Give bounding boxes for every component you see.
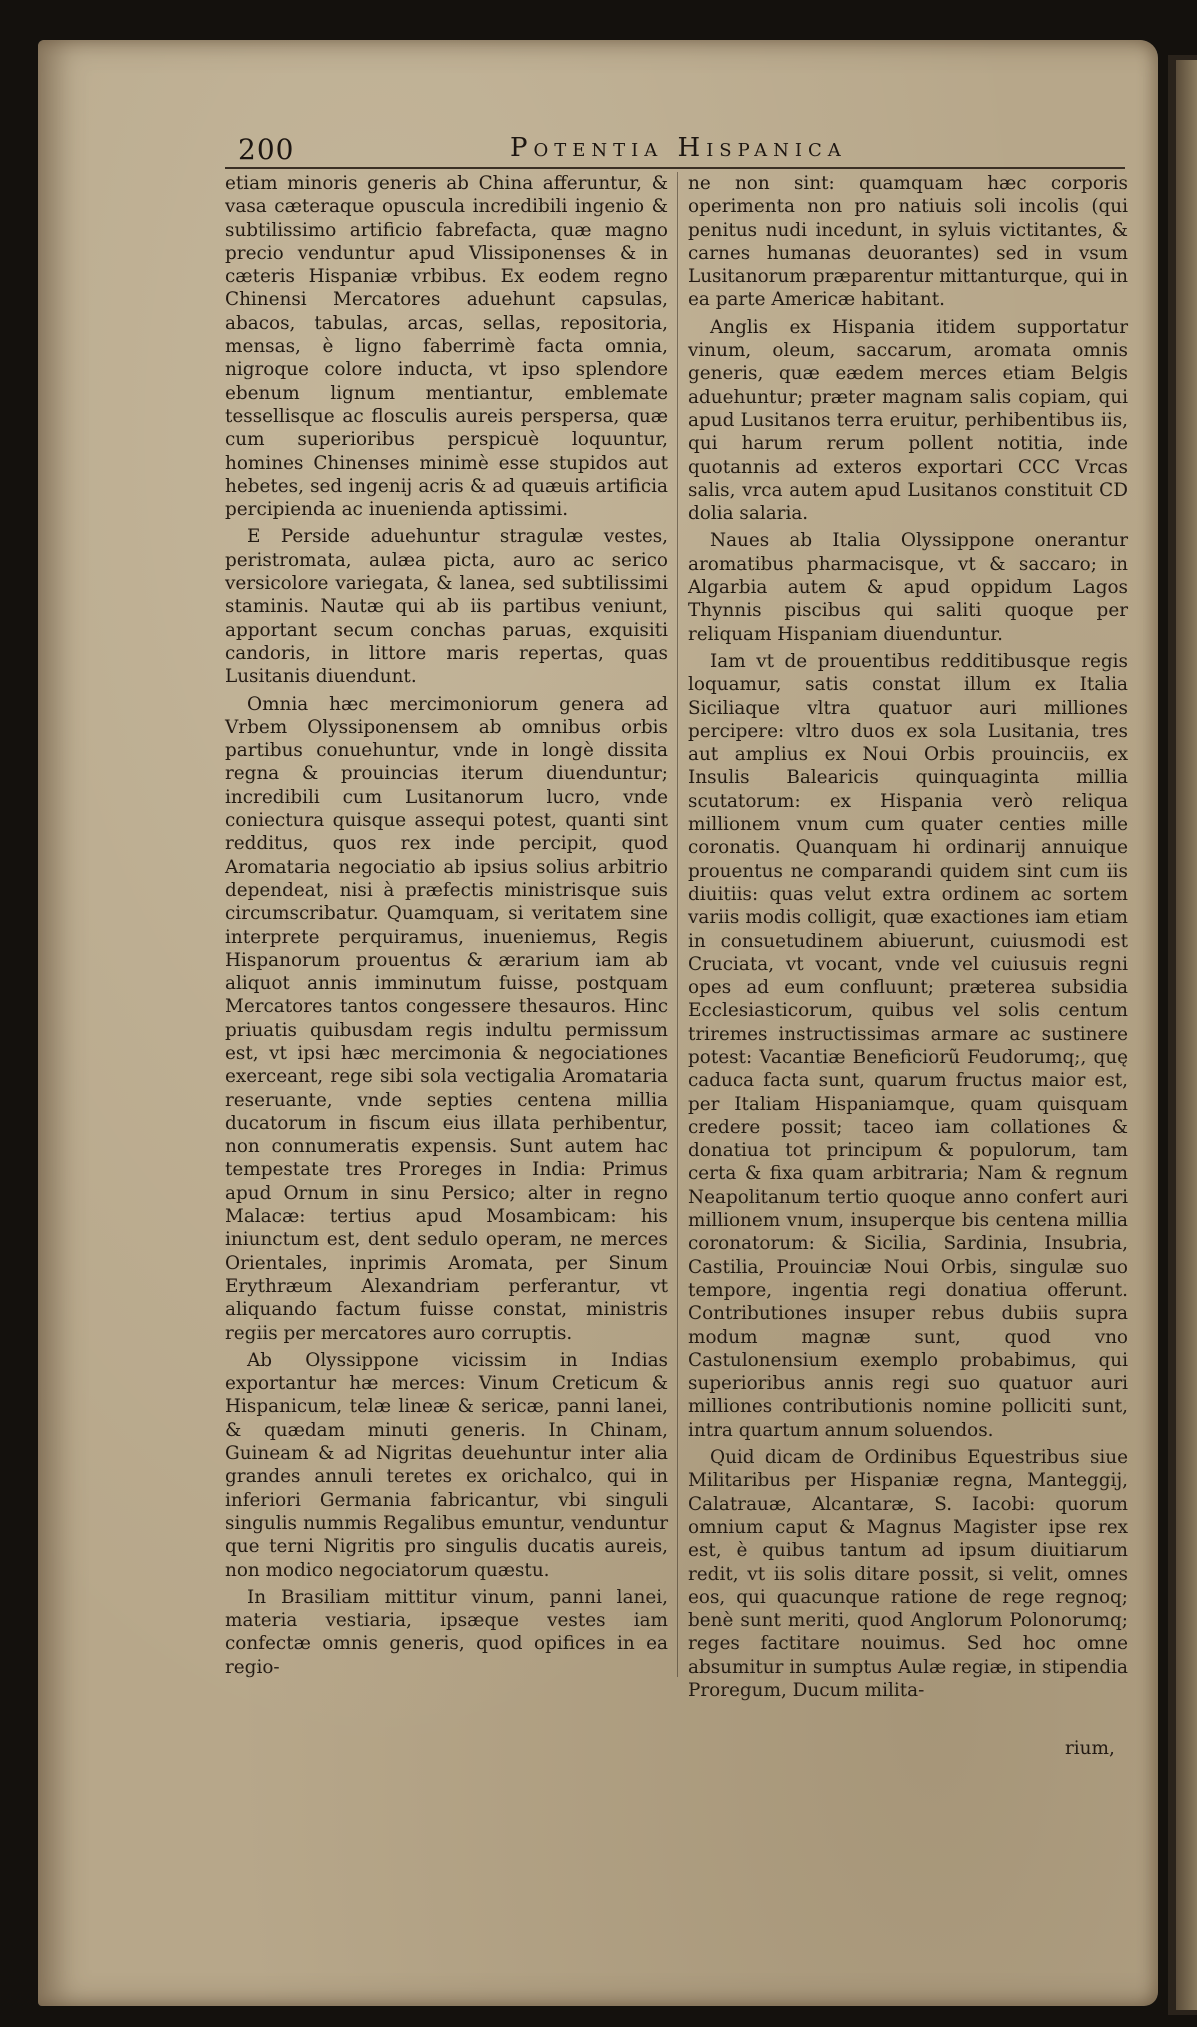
page-number: 200	[238, 133, 295, 166]
column-divider	[677, 172, 678, 1677]
right-column	[688, 172, 1128, 1706]
paragraph: Anglis ex Hispania itidem supportatur vinum, oleum, saccarum, aromata omnis generis, quæ eædem merces etiam Belgis aduehuntur; præter magnam salis copiam, qui apud Lusitanos terra eruitur, perhibentibus iis, qui harum rerum pollent notitia, inde quotannis ad exteros exportari CCC Vrcas salis, vrca autem apud Lusitanos constituit CD dolia salaria.	[688, 316, 1128, 525]
paragraph: Naues ab Italia Olyssippone onerantur aromatibus pharmacisque, vt & saccaro; in Algarbia autem & apud oppidum Lagos Thynnis piscibus qui saliti quoque per reliquam Hispaniam diuenduntur.	[688, 530, 1128, 645]
paragraph: In Brasiliam mittitur vinum, panni lanei, materia vestiaria, ipsæque vestes iam confectæ omnis generis, quod opifices in ea regio-	[225, 1586, 668, 1678]
paragraph: Quid dicam de Ordinibus Equestribus siue Militaribus per Hispaniæ regna, Manteggij, Calatrauæ, Alcantaræ, S. Iacobi: quorum omnium caput & Magnus Magister ipse rex est, è quibus tantum ad ipsum diuitiarum redit, vt iis solis ditare possit, si velit, omnes eos, qui quacunque ratione de rege regnoq; benè sunt meriti, quod Anglorum Polonorumq; reges factitare nouimus. Sed hoc omne absumitur in sumptus Aulæ regiæ, in stipendia Proregum, Ducum milita-	[688, 1447, 1128, 1701]
paragraph: Iam vt de prouentibus redditibusque regis loquamur, satis constat illum ex Italia Siciliaque vltra quatuor auri milliones percipere: vltro duos ex sola Lusitania, tres aut amplius ex Noui Orbis prouinciis, ex Insulis Balearicis quinquaginta millia scutatorum: ex Hispania verò reliqua millionem vnum cum quater centies mille coronatis. Quanquam hi ordinarij annuique prouentus ne comparandi quidem sint cum iis diuitiis: quas velut extra ordinem ac sortem variis modis colligit, quæ exactiones iam etiam in consuetudinem abiuerunt, cuiusmodi est Cruciata, vt vocant, vnde vel cuiusuis regni opes ad eum confluunt; præterea subsidia Ecclesiasticorum, quibus vel solis centum triremes instructissimas armare ac sustinere potest: Vacantiæ Beneficiorũ Feudorumq;, quę caduca facta sunt, quarum fructus maior est, per Italiam Hispaniamque, quam quisquam credere possit; taceo iam collationes & donatiua tot principum & populorum, tam certa & fixa quam arbitraria; Nam & regnum Neapolitanum tertio quoque anno confert auri millionem vnum, insuperque bis centena millia coronatorum: & Sicilia, Sardinia, Insubria, Castilia, Prouinciæ Noui Orbis, singulæ suo tempore, ingentia regi donatiua offerunt. Contributiones insuper rebus dubiis supra modum magnæ sunt, quod vno Castulonensium exemplo probabimus, qui superioribus annis regi suo quatuor auri milliones contributionis nomine polliciti sunt, intra quartum annum soluendos.	[688, 650, 1128, 1441]
paragraph: ne non sint: quamquam hæc corporis operimenta non pro natiuis soli incolis (qui penitus nudi incedunt, in syluis victitantes, & carnes humanas deuorantes) sed in vsum Lusitanorum præparentur mittanturque, qui in ea parte Americæ habitant.	[688, 173, 1128, 311]
paragraph: Ab Olyssippone vicissim in Indias exportantur hæ merces: Vinum Creticum & Hispanicum, telæ lineæ & sericæ, panni lanei, & quædam minuti generis. In Chinam, Guineam & ad Nigritas deuehuntur inter alia grandes annuli teretes ex orichalco, qui in inferiori Germania fabricantur, vbi singuli singulis nummis Regalibus emuntur, venduntur que terni Nigritis pro singulis ducatis aureis, non modico negociatorum quæstu.	[225, 1349, 668, 1581]
facing-page-sliver	[1176, 60, 1197, 2010]
left-column	[225, 172, 668, 1683]
paragraph: E Perside aduehuntur stragulæ vestes, peristromata, aulæa picta, auro ac serico versicolore variegata, & lanea, sed subtilissimi staminis. Nautæ qui ab iis partibus veniunt, apportant secum conchas paruas, exquisiti candoris, in littore maris repertas, quas Lusitanis diuendunt.	[225, 526, 668, 688]
paragraph: Omnia hæc mercimoniorum genera ad Vrbem Olyssiponensem ab omnibus orbis partibus conuehuntur, vnde in longè dissita regna & prouincias iterum diuenduntur; incredibili cum Lusitanorum lucro, vnde coniectura quisque assequi potest, quanti sint redditus, quos rex inde percipit, quod Aromataria negociatio ab ipsius solius arbitrio dependeat, nisi à præfectis ministrisque suis circumscribatur. Quamquam, si veritatem sine interprete perquiramus, inueniemus, Regis Hispanorum prouentus & ærarium iam ab aliquot annis imminutum fuisse, postquam Mercatores tantos congessere thesauros. Hinc priuatis quibusdam regis indultu permissum est, vt ipsi hæc mercimonia & negociationes exerceant, rege sibi sola vectigalia Aromataria reseruante, vnde septies centena millia ducatorum in fiscum eius illata perhibentur, non connumeratis expensis. Sunt autem hac tempestate tres Proreges in India: Primus apud Ornum in sinu Persico; alter in regno Malacæ: tertius apud Mosambicam: his iniunctum est, dent sedulo operam, ne merces Orientales, inprimis Aromata, per Sinum Erythræum Alexandriam perferantur, vt aliquando factum fuisse constat, ministris regiis per mercatores auro corruptis.	[225, 693, 668, 1344]
running-title: Potentia Hispanica	[510, 133, 847, 163]
head-rule	[225, 167, 1125, 169]
catchword: rium,	[1065, 1738, 1115, 1759]
paragraph: etiam minoris generis ab China afferuntur, & vasa cæteraque opuscula incredibili ingenio & subtilissimo artificio fabrefacta, quæ magno precio venduntur apud Vlissiponenses & in cæteris Hispaniæ vrbibus. Ex eodem regno Chinensi Mercatores aduehunt capsulas, abacos, tabulas, arcas, sellas, repositoria, mensas, è ligno faberrimè facta omnia, nigroque colore inducta, vt ipso splendore ebenum lignum mentiantur, emblemate tessellisque ac flosculis aureis perspersa, quæ cum superioribus perspicuè loquuntur, homines Chinenses minimè esse stupidos aut hebetes, sed ingenij acris & ad quæuis artificia percipienda ac inuenienda aptissimi.	[225, 173, 668, 521]
